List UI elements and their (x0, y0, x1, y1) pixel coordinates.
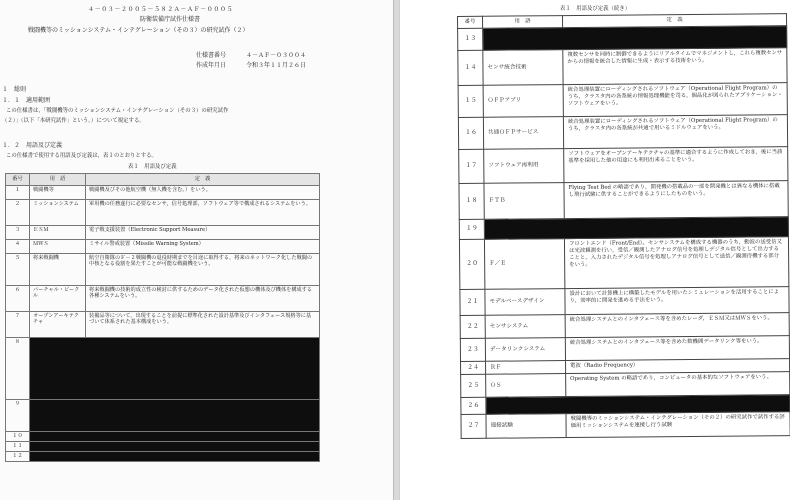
row-number: ７ (6, 311, 30, 337)
redacted-row (6, 441, 320, 451)
row-term: ＲＦ (486, 361, 566, 375)
row-number: １０ (6, 431, 30, 441)
redaction-block (30, 399, 320, 431)
table-row (459, 147, 788, 184)
row-number: ５ (6, 253, 30, 285)
row-term: Ｆ／Ｅ (484, 239, 564, 290)
redacted-row (6, 337, 320, 399)
redaction-block (484, 217, 788, 240)
row-number: １５ (458, 85, 483, 117)
table-row (459, 181, 788, 220)
row-number: ２０ (459, 239, 484, 289)
table-row (459, 237, 788, 290)
row-definition: 戦闘機及びその他航空機（無人機を含む。）をいう。 (86, 185, 320, 199)
date-label: 作成年月日 (196, 62, 227, 69)
right-document-page (400, 0, 790, 500)
heading-general: １ 総則 (2, 86, 27, 93)
table-row (6, 253, 320, 285)
table-row (6, 239, 320, 253)
row-term: バーチャル・ビークル (30, 285, 86, 311)
row-number: ２３ (460, 338, 485, 361)
row-term: ソフトウェア再利用 (484, 149, 564, 184)
row-definition: Operating System の略語であり，コンピュータの基本的なソフトウェアをいう。 (566, 372, 790, 397)
header-definition: 定 義 (563, 14, 787, 28)
row-number: １３ (458, 28, 483, 50)
row-term: オープンアーキテクチャ (30, 311, 86, 337)
row-definition: ソフトウェアをオープンアーキテクチャの基準に適合するように作成しておき，後に当該基準を採用した他の用途にも利用出来ることをいう。 (564, 147, 788, 183)
header-number: 番号 (6, 174, 30, 186)
redaction-block (30, 337, 320, 399)
redaction-block (483, 26, 787, 51)
row-definition: 設計において計算機上に構築したモデルを用いたシミュレーションを活用することにより，効率的に開発を進める手法をいう。 (565, 287, 789, 315)
row-number: ２１ (460, 289, 485, 315)
table-row (460, 313, 789, 339)
row-definition: ミサイル警戒装置（Missile Warning System） (86, 239, 320, 253)
table-row (6, 185, 320, 199)
row-term: データリンクシステム (485, 338, 565, 362)
row-term: ＥＳＭ (30, 225, 86, 239)
row-number: １７ (459, 149, 484, 183)
row-definition: 電子戦支援装置（Electronic Support Measure） (86, 225, 320, 239)
row-definition: 航空自衛隊のＦ－２戦闘機の退役時期までを目途に取得する，将来のネットワーク化した戦闘の中核となる役割を果たすことが可能な戦闘機をいう。 (86, 253, 320, 285)
row-definition: Flying Test Bed の略語であり，開発機の搭載品の一部を開発機とは異なる機体に搭載し飛行試験に供することができるようにしたものをいう。 (564, 181, 788, 219)
row-definition: 将来戦闘機の技術的成立性の検討に供するためのデータ化された仮想の機体及び機体を構成する各種システムをいう。 (86, 285, 320, 311)
row-number: １８ (459, 183, 484, 219)
row-number: ２ (6, 199, 30, 225)
row-term: ＭＷＳ (30, 239, 86, 253)
row-definition: 装備品等について，出現することを前提に標準化された設計基準及びインタフェース規格等に基づいて体系された基本構成をいう。 (86, 311, 320, 337)
redacted-row (6, 431, 320, 441)
row-number: ２６ (461, 397, 486, 414)
document-title: 戦闘機等のミッションシステム・インテグレーション（その３）の研究試作（２） (28, 27, 249, 34)
terms-table (5, 173, 320, 462)
row-term: ＯＦＰアプリ (483, 85, 563, 118)
row-definition: 統合処理装置にローディングされるソフトウェア（Operational Flight Program）のうち，クラスタ内の各系統が共通で用いるミドルウェアをいう。 (563, 115, 787, 149)
spec-number: ４－ＡＦ－０３００４ (246, 52, 307, 59)
table-row (461, 412, 790, 439)
table-row (458, 115, 787, 150)
redaction-block (30, 431, 320, 441)
table-row (458, 48, 787, 86)
scope-paragraph-line-2: （２）」（以下「本研究試作」という。）について規定する。 (2, 118, 145, 124)
redaction-block (30, 451, 320, 461)
row-definition: 統合処理システムとのインタフェース等を含めたレーダ，ＥＳＭ又はＭＷＳをいう。 (565, 313, 789, 338)
row-definition: 軍用機の任務遂行に必要なセンサ，信号処理部，ソフトウェア等で構成されるシステムをいう。 (86, 199, 320, 225)
row-term: センサシステム (485, 315, 565, 339)
row-term: ミッションシステム (30, 199, 86, 225)
row-number: ２４ (461, 361, 486, 374)
row-number: ６ (6, 285, 30, 311)
redacted-row (6, 451, 320, 461)
row-term: 共通ＯＦＰサービス (483, 117, 563, 150)
row-number: ２５ (461, 374, 486, 397)
row-number: １４ (458, 50, 483, 85)
spec-number-label: 仕様書番号 (196, 52, 227, 59)
redacted-row (6, 399, 320, 431)
row-number: １１ (6, 441, 30, 451)
row-number: １ (6, 185, 30, 199)
row-definition: 統合処理システムとのインタフェース等を含めた数機間データリンク等をいう。 (565, 336, 789, 361)
table-row (461, 372, 790, 398)
row-number: １９ (459, 219, 484, 239)
table-row (460, 287, 789, 316)
row-number: ９ (6, 399, 30, 431)
row-definition: 電波（Radio Frequency） (566, 359, 790, 374)
row-term: ＯＳ (486, 374, 566, 398)
table-row (458, 83, 787, 118)
redaction-block (30, 441, 320, 451)
header-definition: 定 義 (86, 174, 320, 186)
continued-table-caption: 表１ 用語及び定義（続き） (560, 6, 631, 12)
row-number: ２２ (460, 315, 485, 338)
row-term: 連接試験 (486, 414, 566, 439)
row-term: 将来戦闘機 (30, 253, 86, 285)
left-document-page (0, 0, 393, 500)
heading-scope: １．１ 適用範囲 (2, 97, 51, 104)
terms-paragraph: この仕様書で使用する用語及び定義は，表１のとおりとする。 (6, 153, 157, 159)
page-gutter (393, 0, 400, 500)
creation-date: 令和３年１１月２６日 (246, 62, 307, 69)
row-number: ２７ (461, 414, 486, 438)
row-number: ４ (6, 239, 30, 253)
terms-table-continued (457, 13, 790, 439)
table-row (6, 311, 320, 337)
table-caption: 表１ 用語及び定義 (128, 164, 177, 170)
row-number: ３ (6, 225, 30, 239)
scope-paragraph-line-1: この仕様書は，「戦闘機等のミッションシステム・インテグレーション（その３）の研究試作 (6, 108, 229, 114)
table-header-row (6, 174, 320, 186)
table-row (6, 285, 320, 311)
doc-number: ４－０３－２００５－５８２Ａ－ＡＦ－０００５ (88, 6, 234, 13)
redacted-row (458, 26, 787, 51)
table-row (6, 199, 320, 225)
header-number: 番号 (458, 16, 483, 28)
row-number: １６ (458, 117, 483, 149)
row-number: ８ (6, 337, 30, 399)
row-term: 戦闘機等 (30, 185, 86, 199)
header-term: 用 語 (483, 16, 563, 29)
row-definition: 複数センサを同時に制御できるようにリアルタイムでマネジメントし，これら複数センサからの情報を統合した情報に生成・表示する技術をいう。 (563, 48, 787, 85)
row-definition: 統合処理装置にローディングされるソフトウェア（Operational Flight Program）のうち，クラスタ内の各系統の情報処理機能を司る，個品化が図られたアプリケーション・ソフトウェアをいう。 (563, 83, 787, 117)
table-row (6, 225, 320, 239)
row-definition: フロントエンド（Front/End）。センサシステムを構成する機器のうち，動波の送受信又は光波観測を行い，受信／観測したアナログ信号を処理しデジタル信号として出力することと，入力されたデジタル信号を処理しアナログ信号として送信／観測待機する部分をいう。 (564, 237, 788, 289)
row-term: センサ統合技術 (483, 50, 563, 86)
row-term: モデルベースデザイン (485, 289, 565, 316)
office-name: 防衛装備庁試作仕様書 (140, 16, 201, 23)
heading-terms: １．２ 用語及び定義 (2, 142, 63, 149)
header-term: 用 語 (30, 174, 86, 186)
row-definition: 戦闘機等のミッションシステム・インテグレーション（その２）の研究試作で試作する評価用ミッションシステムを連接し行う試験 (566, 412, 790, 438)
row-term: ＦＴＢ (484, 183, 564, 220)
table-row (460, 336, 789, 362)
row-number: １２ (6, 451, 30, 461)
